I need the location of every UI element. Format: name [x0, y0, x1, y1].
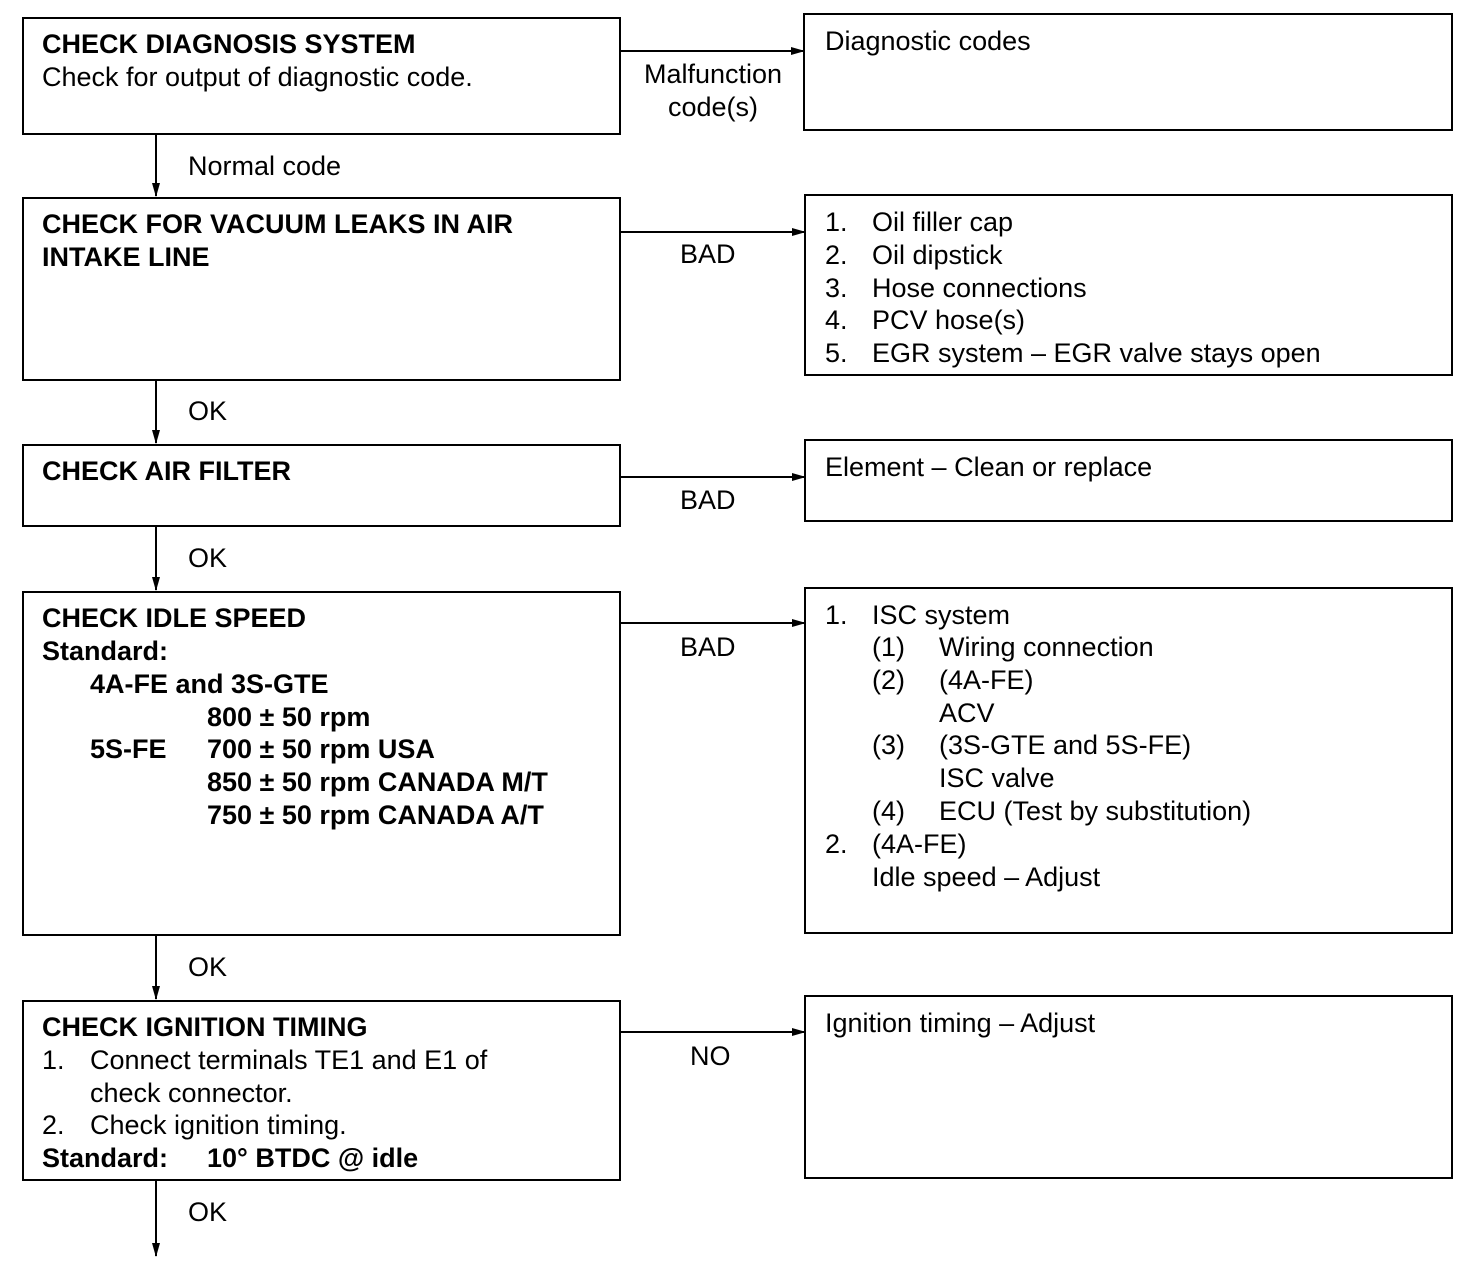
- step-title-line2: INTAKE LINE: [42, 242, 210, 272]
- result-item-number: 1.: [825, 207, 848, 237]
- next-label-ok: OK: [188, 396, 228, 426]
- result-item-number: 2.: [825, 240, 848, 270]
- step-vacuum-leaks-box: [22, 197, 621, 381]
- next-label-ok: OK: [188, 952, 228, 982]
- step-air-filter-box: [22, 444, 621, 527]
- step-title: CHECK DIAGNOSIS SYSTEM: [42, 29, 416, 59]
- result-subitem-text: ECU (Test by substitution): [939, 796, 1252, 826]
- spec-engine-5sfe: 5S-FE: [90, 734, 167, 764]
- result-subitem-number: (4): [872, 796, 905, 826]
- result-subitem-number: (1): [872, 632, 905, 662]
- result-subitem-number: (3): [872, 730, 905, 760]
- step-title: CHECK IDLE SPEED: [42, 603, 307, 633]
- spec-engine-4afe-3sgte: 4A-FE and 3S-GTE: [90, 669, 329, 699]
- branch-label-bad: BAD: [680, 485, 736, 515]
- result-line: Element – Clean or replace: [825, 452, 1153, 482]
- spec-value: 700 ± 50 rpm USA: [207, 734, 435, 764]
- result-item-text: Idle speed – Adjust: [872, 862, 1101, 892]
- result-item-text: ISC system: [872, 600, 1011, 630]
- result-item-text: (4A-FE): [872, 829, 967, 859]
- next-label-ok: OK: [188, 543, 228, 573]
- result-item-number: 5.: [825, 338, 848, 368]
- spec-value: 750 ± 50 rpm CANADA A/T: [207, 800, 544, 830]
- result-diagnostic-codes-box: [803, 13, 1453, 131]
- result-subitem-text: ACV: [939, 698, 995, 728]
- result-item-number: 2.: [825, 829, 848, 859]
- spec-value: 10° BTDC @ idle: [207, 1143, 419, 1173]
- result-idle-speed-box: [804, 587, 1453, 934]
- step-body-number: 1.: [42, 1045, 65, 1075]
- result-air-filter-box: [804, 439, 1453, 522]
- step-body-text: check connector.: [90, 1078, 293, 1108]
- result-subitem-text: Wiring connection: [939, 632, 1154, 662]
- branch-label-bad: BAD: [680, 239, 736, 269]
- result-item-text: Oil filler cap: [872, 207, 1014, 237]
- result-ignition-timing-box: [804, 995, 1453, 1179]
- step-idle-speed-box: [22, 591, 621, 936]
- spec-value: 850 ± 50 rpm CANADA M/T: [207, 767, 548, 797]
- result-vacuum-leaks-box: [804, 194, 1453, 376]
- step-body-text: Connect terminals TE1 and E1 of: [90, 1045, 488, 1075]
- result-item-number: 4.: [825, 305, 848, 335]
- spec-standard-label: Standard:: [42, 636, 169, 666]
- result-item-number: 3.: [825, 273, 848, 303]
- step-body-line: Check for output of diagnostic code.: [42, 62, 473, 92]
- step-title: CHECK AIR FILTER: [42, 456, 291, 486]
- result-line: Ignition timing – Adjust: [825, 1008, 1096, 1038]
- branch-label-no: NO: [690, 1041, 731, 1071]
- next-label-ok: OK: [188, 1197, 228, 1227]
- step-ignition-timing-box: [22, 1000, 621, 1181]
- result-item-text: EGR system – EGR valve stays open: [872, 338, 1321, 368]
- result-subitem-text: ISC valve: [939, 763, 1055, 793]
- result-line: Diagnostic codes: [825, 26, 1031, 56]
- branch-label-bad: BAD: [680, 632, 736, 662]
- result-subitem-number: (2): [872, 665, 905, 695]
- result-item-text: PCV hose(s): [872, 305, 1026, 335]
- next-label-normal-code: Normal code: [188, 151, 342, 181]
- result-subitem-text: (4A-FE): [939, 665, 1034, 695]
- result-item-text: Oil dipstick: [872, 240, 1003, 270]
- result-subitem-text: (3S-GTE and 5S-FE): [939, 730, 1192, 760]
- step-body-number: 2.: [42, 1110, 65, 1140]
- step-check-diagnosis-box: [22, 17, 621, 135]
- step-title: CHECK FOR VACUUM LEAKS IN AIR: [42, 209, 513, 239]
- step-body-text: Check ignition timing.: [90, 1110, 347, 1140]
- result-item-text: Hose connections: [872, 273, 1087, 303]
- result-item-number: 1.: [825, 600, 848, 630]
- branch-label-malfunction: Malfunction code(s): [643, 59, 783, 122]
- spec-value: 800 ± 50 rpm: [207, 702, 371, 732]
- spec-standard-label: Standard:: [42, 1143, 169, 1173]
- step-title: CHECK IGNITION TIMING: [42, 1012, 368, 1042]
